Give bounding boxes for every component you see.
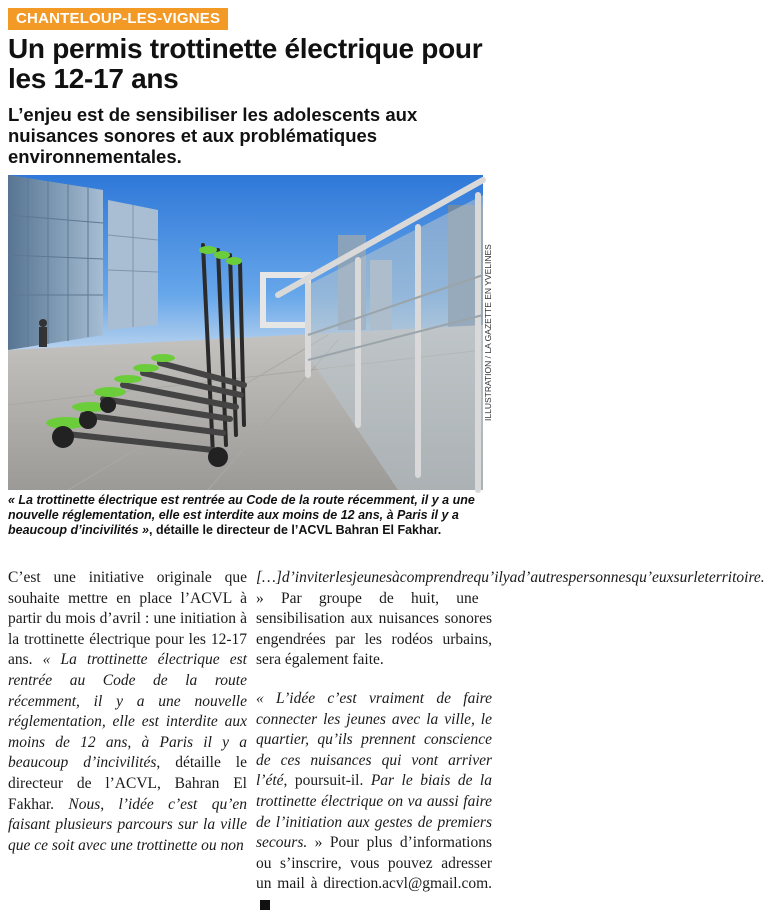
caption-quote: « La trottinette électrique est rentrée au Code de la route récemment, il y a une nouvelle réglementation, elle est interdite aux moins de 12 ans, à Paris il y a beaucoup d’incivilités » [8, 493, 475, 537]
standfirst: L’enjeu est de sensibiliser les adolescents aux nuisances sonores et aux problématiques environnementales. [8, 104, 418, 167]
section-tag: CHANTELOUP-LES-VIGNES [8, 8, 228, 30]
headline: Un permis trottinette électrique pour les 12-17 ans [8, 33, 483, 94]
photo-credit: ILLUSTRATION / LA GAZETTE EN YVELINES [483, 244, 493, 421]
body-text: » Pour plus d’informations ou s’inscrire, vous pouvez adresser un mail à direction.acvl@gmail.com. [256, 834, 492, 893]
scooter-photo [8, 175, 483, 490]
body-paragraph-1-end [256, 568, 765, 671]
body-paragraph-2 [256, 689, 492, 916]
body-text: » Par groupe de huit, une sensibilisation aux nuisances sonores engendrées par les rodéos urbains, sera également faite. [256, 589, 492, 669]
body-paragraph-1 [8, 568, 247, 856]
body-text: , poursuit-il. [283, 772, 371, 790]
body-quote: « La trottinette électrique est rentrée au Code de la route récemment, il y a une nouvelle réglementation, elle est interdite aux moins de 12 ans, à Paris il y a beaucoup d’incivilités [8, 651, 247, 772]
caption-attribution: , détaille le directeur de l’ACVL Bahran El Fakhar. [149, 523, 442, 537]
body-column-right [256, 568, 765, 916]
body-quote: Par le biais de la trottinette électrique on va aussi faire de l’initiation aux gestes de premiers secours. [256, 772, 492, 852]
body-quote-continued: […]d’inviterlesjeunesàcomprendrequ’ilyad’autrespersonnesqu’euxsurleterritoire. [256, 569, 765, 586]
body-quote: Nous, l’idée c’est qu’en faisant plusieurs parcours sur la ville que ce soit avec une trottinette ou non [8, 795, 247, 854]
body-text: , détaille le directeur de l’ACVL, Bahran El Fakhar. [8, 754, 247, 813]
photo-caption [8, 493, 494, 538]
end-of-article-mark [260, 900, 270, 910]
body-column-left [8, 568, 247, 856]
body-text: C’est une initiative originale que souhaite mettre en place l’ACVL à partir du mois d’avril : une initiation à la trottinette électrique pour les 12-17 ans. [8, 569, 247, 669]
body-quote: « L’idée c’est vraiment de faire connecter les jeunes avec la ville, le quartier, qu’ils prennent conscience de ces nuisances qui vont arriver l’été [256, 689, 492, 790]
scooter-illustration [8, 175, 483, 490]
